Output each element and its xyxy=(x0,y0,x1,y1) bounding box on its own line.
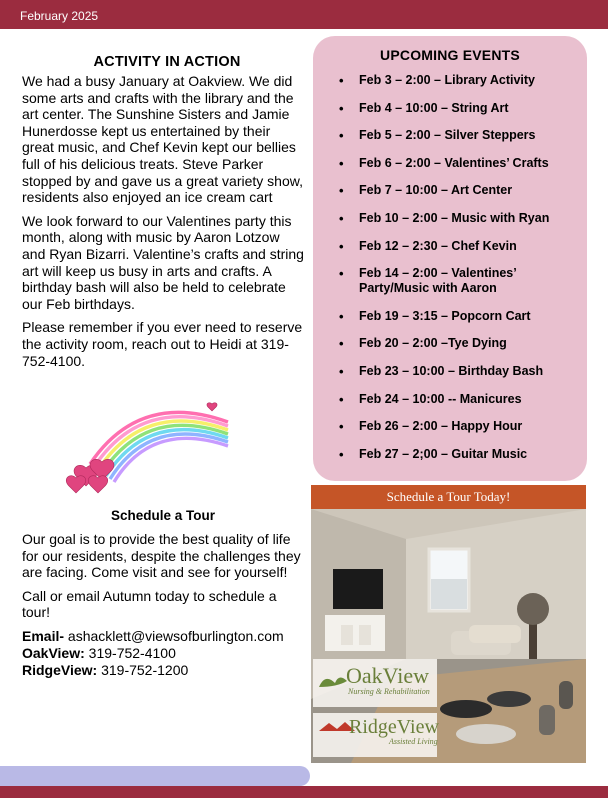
tour-section xyxy=(22,508,304,679)
activity-paragraph-1: We had a busy January at Oakview. We did some arts and crafts with the library and the art center. The Sunshine Sisters and Jamie Hunerdosse kept us entertained by their great music, and Chef Kevin kept our bellies full of his delicious treats. Steve Parker stopped by and gave us a great variety show, residents also enjoyed an ice cream cart xyxy=(22,73,303,206)
event-item: • Feb 3 – 2:00 – Library Activity xyxy=(339,73,573,88)
ridgeview-logo xyxy=(349,717,439,746)
event-item: • Feb 14 – 2:00 – Valentines’ Party/Music with Aaron xyxy=(339,266,573,296)
event-item: • Feb 20 – 2:00 –Tye Dying xyxy=(339,336,573,351)
tour-banner: Schedule a Tour Today! xyxy=(311,485,586,509)
event-item: • Feb 23 – 10:00 – Birthday Bash xyxy=(339,364,573,379)
event-item: • Feb 27 – 2;00 – Guitar Music xyxy=(339,447,573,462)
contact-info xyxy=(22,628,304,679)
newsletter-date: February 2025 xyxy=(20,9,99,23)
email-link[interactable]: ashacklett@viewsofburlington.com xyxy=(64,627,284,644)
contact-ridgeview-line xyxy=(22,662,304,679)
oakview-phone: 319-752-4100 xyxy=(84,644,176,661)
event-item: • Feb 24 – 10:00 -- Manicures xyxy=(339,392,573,407)
contact-email-line xyxy=(22,628,304,645)
event-item: • Feb 5 – 2:00 – Silver Steppers xyxy=(339,128,573,143)
oakview-logo-sub: Nursing & Rehabilitation xyxy=(348,687,430,696)
ridgeview-logo-text: RidgeView xyxy=(349,716,439,738)
event-item: • Feb 4 – 10:00 – String Art xyxy=(339,101,573,116)
event-item: • Feb 6 – 2:00 – Valentines’ Crafts xyxy=(339,156,573,171)
event-item: • Feb 7 – 10:00 – Art Center xyxy=(339,183,573,198)
oakview-label: OakView: xyxy=(22,644,85,661)
tour-paragraph-1: Our goal is to provide the best quality of life for our residents, despite the challenges they are facing. Come visit and see for yourself! xyxy=(22,531,301,581)
tour-photo xyxy=(311,485,586,763)
event-item: • Feb 19 – 3:15 – Popcorn Cart xyxy=(339,309,573,324)
activity-section xyxy=(22,54,304,376)
header-bar xyxy=(0,0,608,29)
contact-oakview-line xyxy=(22,645,304,662)
activity-paragraph-2: We look forward to our Valentines party this month, along with music by Aaron Lotzow and Ryan Bizarri. Valentine’s crafts and string art will keep us busy in arts and crafts. A birthday bash will also be held to celebrate our Feb birthdays. xyxy=(22,212,304,312)
event-item: • Feb 10 – 2:00 – Music with Ryan xyxy=(339,211,573,226)
oakview-logo-text: OakView xyxy=(346,663,429,688)
oakview-logo xyxy=(346,665,430,696)
upcoming-events-panel xyxy=(313,36,587,481)
events-title: UPCOMING EVENTS xyxy=(380,47,520,63)
footer-bar xyxy=(0,786,608,798)
events-list xyxy=(313,73,587,462)
tour-title: Schedule a Tour xyxy=(110,508,216,523)
activity-paragraph-3: Please remember if you ever need to reserve the activity room, reach out to Heidi at 319-752-4100. xyxy=(22,319,303,369)
rainbow-hearts-clipart xyxy=(62,398,242,494)
email-label: Email- xyxy=(22,627,65,644)
activity-title: ACTIVITY IN ACTION xyxy=(93,54,241,70)
ridgeview-label: RidgeView: xyxy=(22,661,98,678)
event-item: • Feb 26 – 2:00 – Happy Hour xyxy=(339,419,573,434)
ridgeview-phone: 319-752-1200 xyxy=(97,661,189,678)
footer-pill xyxy=(0,766,310,786)
ridgeview-logo-sub: Assisted Living xyxy=(389,737,438,746)
tour-paragraph-2: Call or email Autumn today to schedule a tour! xyxy=(22,587,277,621)
event-item: • Feb 12 – 2:30 – Chef Kevin xyxy=(339,239,573,254)
